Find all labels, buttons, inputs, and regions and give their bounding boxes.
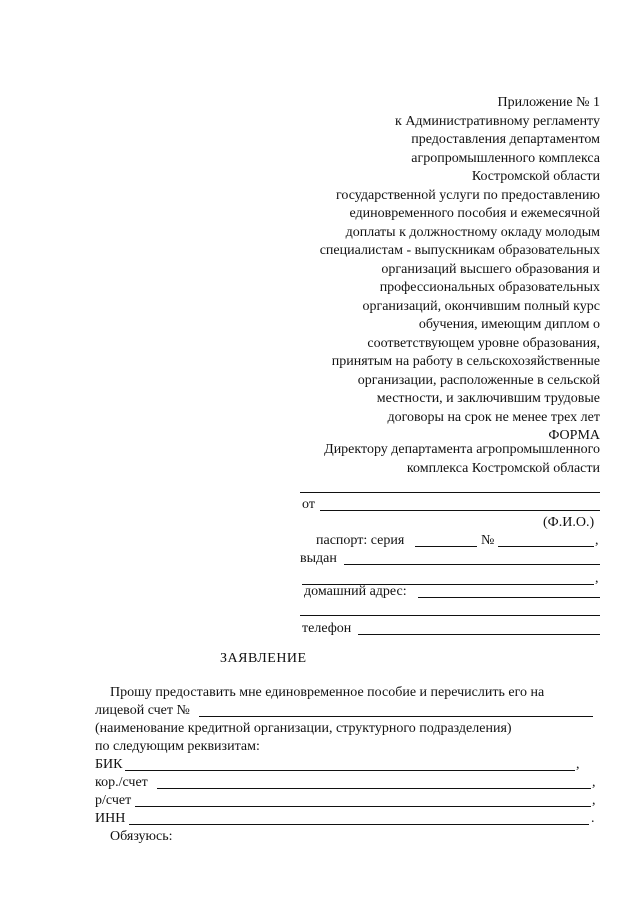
settlement-account-field[interactable] xyxy=(135,806,591,807)
period: . xyxy=(591,811,595,826)
phone-label: телефон xyxy=(302,621,352,636)
address-field[interactable] xyxy=(418,597,600,598)
appendix-line: государственной услуги по предоставлению xyxy=(336,187,600,203)
appendix-line: местности, и заключившим трудовые xyxy=(376,391,600,406)
from-row xyxy=(300,496,600,514)
passport-number-field[interactable] xyxy=(498,546,594,547)
appendix-line: организации, расположенные в сельской xyxy=(357,372,600,388)
from-label: от xyxy=(302,497,315,512)
corr-account-row xyxy=(95,774,600,792)
obligate-label: Обязуюсь: xyxy=(110,829,173,844)
appendix-line: Костромской области xyxy=(471,169,600,184)
bik-label: БИК xyxy=(95,757,123,772)
bik-row xyxy=(95,756,600,774)
appendix-header xyxy=(280,94,600,446)
appendix-line: к Административному регламенту xyxy=(395,113,600,129)
credit-org-hint: (наименование кредитной организации, структурного подразделения) xyxy=(95,721,512,736)
account-label: лицевой счет № xyxy=(95,703,190,718)
appendix-line: предоставления департаментом xyxy=(411,132,600,147)
from-field[interactable] xyxy=(320,510,600,511)
appendix-line: договоры на срок не менее трех лет xyxy=(387,409,600,425)
comma: , xyxy=(595,571,599,586)
comma: , xyxy=(592,775,596,790)
passport-series-field[interactable] xyxy=(415,546,477,547)
comma: , xyxy=(595,533,599,548)
address-field-continued[interactable] xyxy=(300,615,600,616)
corr-account-label: кор./счет xyxy=(95,775,148,790)
fio-hint-row xyxy=(300,514,600,532)
comma: , xyxy=(576,757,580,772)
appendix-line: специалистам - выпускникам образовательных xyxy=(319,243,600,258)
issued-label: выдан xyxy=(300,551,337,566)
settlement-account-label: р/счет xyxy=(95,793,132,808)
passport-label: паспорт: серия xyxy=(316,533,405,548)
appendix-line: принятым на работу в сельскохозяйственные xyxy=(331,354,600,369)
inn-row xyxy=(95,810,600,828)
appendix-line: Приложение № 1 xyxy=(497,95,600,110)
addressee-line-2: комплекса Костромской области xyxy=(406,461,600,476)
appendix-line: соответствующем уровне образования, xyxy=(367,335,600,351)
issued-row xyxy=(300,550,600,568)
inn-field[interactable] xyxy=(129,824,589,825)
address-row xyxy=(300,583,600,601)
statement-paragraph: Прошу предоставить мне единовременное пособие и перечислить его на xyxy=(110,685,545,700)
statement-title: ЗАЯВЛЕНИЕ xyxy=(220,651,307,666)
account-field[interactable] xyxy=(199,716,593,717)
addressee-block xyxy=(280,440,600,478)
number-sign: № xyxy=(481,533,495,548)
blank-line[interactable] xyxy=(300,492,600,493)
account-row xyxy=(95,702,600,720)
appendix-line: обучения, имеющим диплом о xyxy=(418,317,600,332)
appendix-line: доплаты к должностному окладу молодым xyxy=(345,224,600,240)
settlement-account-row xyxy=(95,792,600,810)
address-label: домашний адрес: xyxy=(304,584,407,599)
form-label: ФОРМА xyxy=(548,428,600,443)
comma: , xyxy=(592,793,596,808)
passport-row xyxy=(300,532,600,550)
requisites-label: по следующим реквизитам: xyxy=(95,739,260,754)
addressee-line-1: Директору департамента агропромышленного xyxy=(324,442,600,457)
inn-label: ИНН xyxy=(95,811,126,826)
fio-hint: (Ф.И.О.) xyxy=(543,515,595,530)
appendix-line: профессиональных образовательных xyxy=(379,280,600,295)
issued-field[interactable] xyxy=(344,564,600,565)
phone-row xyxy=(300,620,600,638)
appendix-line: организаций высшего образования и xyxy=(381,261,600,277)
appendix-line: единовременного пособия и ежемесячной xyxy=(349,206,600,221)
appendix-line: агропромышленного комплекса xyxy=(411,150,600,166)
phone-field[interactable] xyxy=(358,634,600,635)
appendix-line: организаций, окончившим полный курс xyxy=(362,298,600,314)
bik-field[interactable] xyxy=(125,770,575,771)
corr-account-field[interactable] xyxy=(157,788,591,789)
